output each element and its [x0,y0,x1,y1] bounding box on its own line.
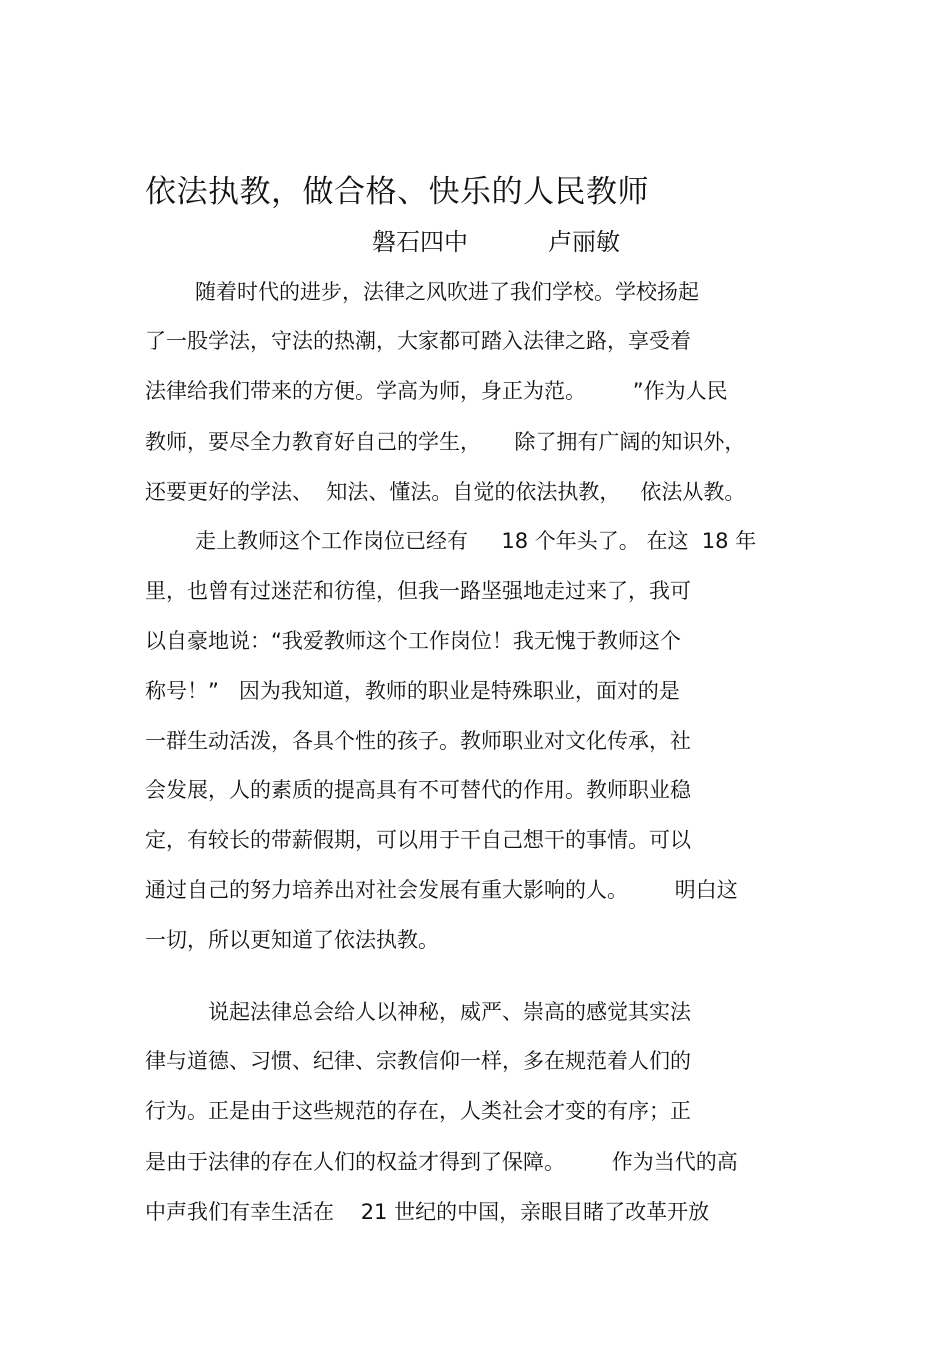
body-line: 法律给我们带来的方便。学高为师，身正为范。 ”作为人民 [145,379,728,403]
body-line: 随着时代的进步，法律之风吹进了我们学校。学校扬起 [195,280,699,304]
body-line: 以自豪地说：“我爱教师这个工作岗位！我无愧于教师这个 [145,629,681,653]
body-line: 行为。正是由于这些规范的存在，人类社会才变的有序；正 [145,1099,691,1123]
body-line: 律与道德、习惯、纪律、宗教信仰一样，多在规范着人们的 [145,1049,691,1073]
body-line: 里，也曾有过迷茫和彷徨，但我一路坚强地走过来了，我可 [145,579,691,603]
body-line: 通过自己的努力培养出对社会发展有重大影响的人。 明白这 [145,878,738,902]
body-line: 中声我们有幸生活在 21 世纪的中国，亲眼目睹了改革开放 [145,1200,710,1224]
body-line: 称号！” 因为我知道，教师的职业是特殊职业，面对的是 [145,679,680,703]
school-name: 磐石四中 [372,228,468,256]
body-line: 一群生动活泼，各具个性的孩子。教师职业对文化传承，社 [145,729,691,753]
body-line: 了一股学法，守法的热潮，大家都可踏入法律之路，享受着 [145,329,691,353]
author-name: 卢丽敏 [548,228,620,256]
body-line: 一切，所以更知道了依法执教。 [145,928,439,952]
body-line: 说起法律总会给人以神秘，威严、崇高的感觉其实法 [208,1000,691,1024]
body-line: 走上教师这个工作岗位已经有 18 个年头了。 在这 18 年 [195,529,757,553]
body-line: 会发展，人的素质的提高具有不可替代的作用。教师职业稳 [145,778,691,802]
body-line: 教师，要尽全力教育好自己的学生， 除了拥有广阔的知识外， [145,430,746,454]
body-line: 是由于法律的存在人们的权益才得到了保障。 作为当代的高 [145,1150,738,1174]
body-line: 定，有较长的带薪假期，可以用于干自己想干的事情。可以 [145,828,691,852]
body-line: 还要更好的学法、 知法、懂法。自觉的依法执教， 依法从教。 [145,480,746,504]
document-title: 依法执教，做合格、快乐的人民教师 [145,174,649,210]
